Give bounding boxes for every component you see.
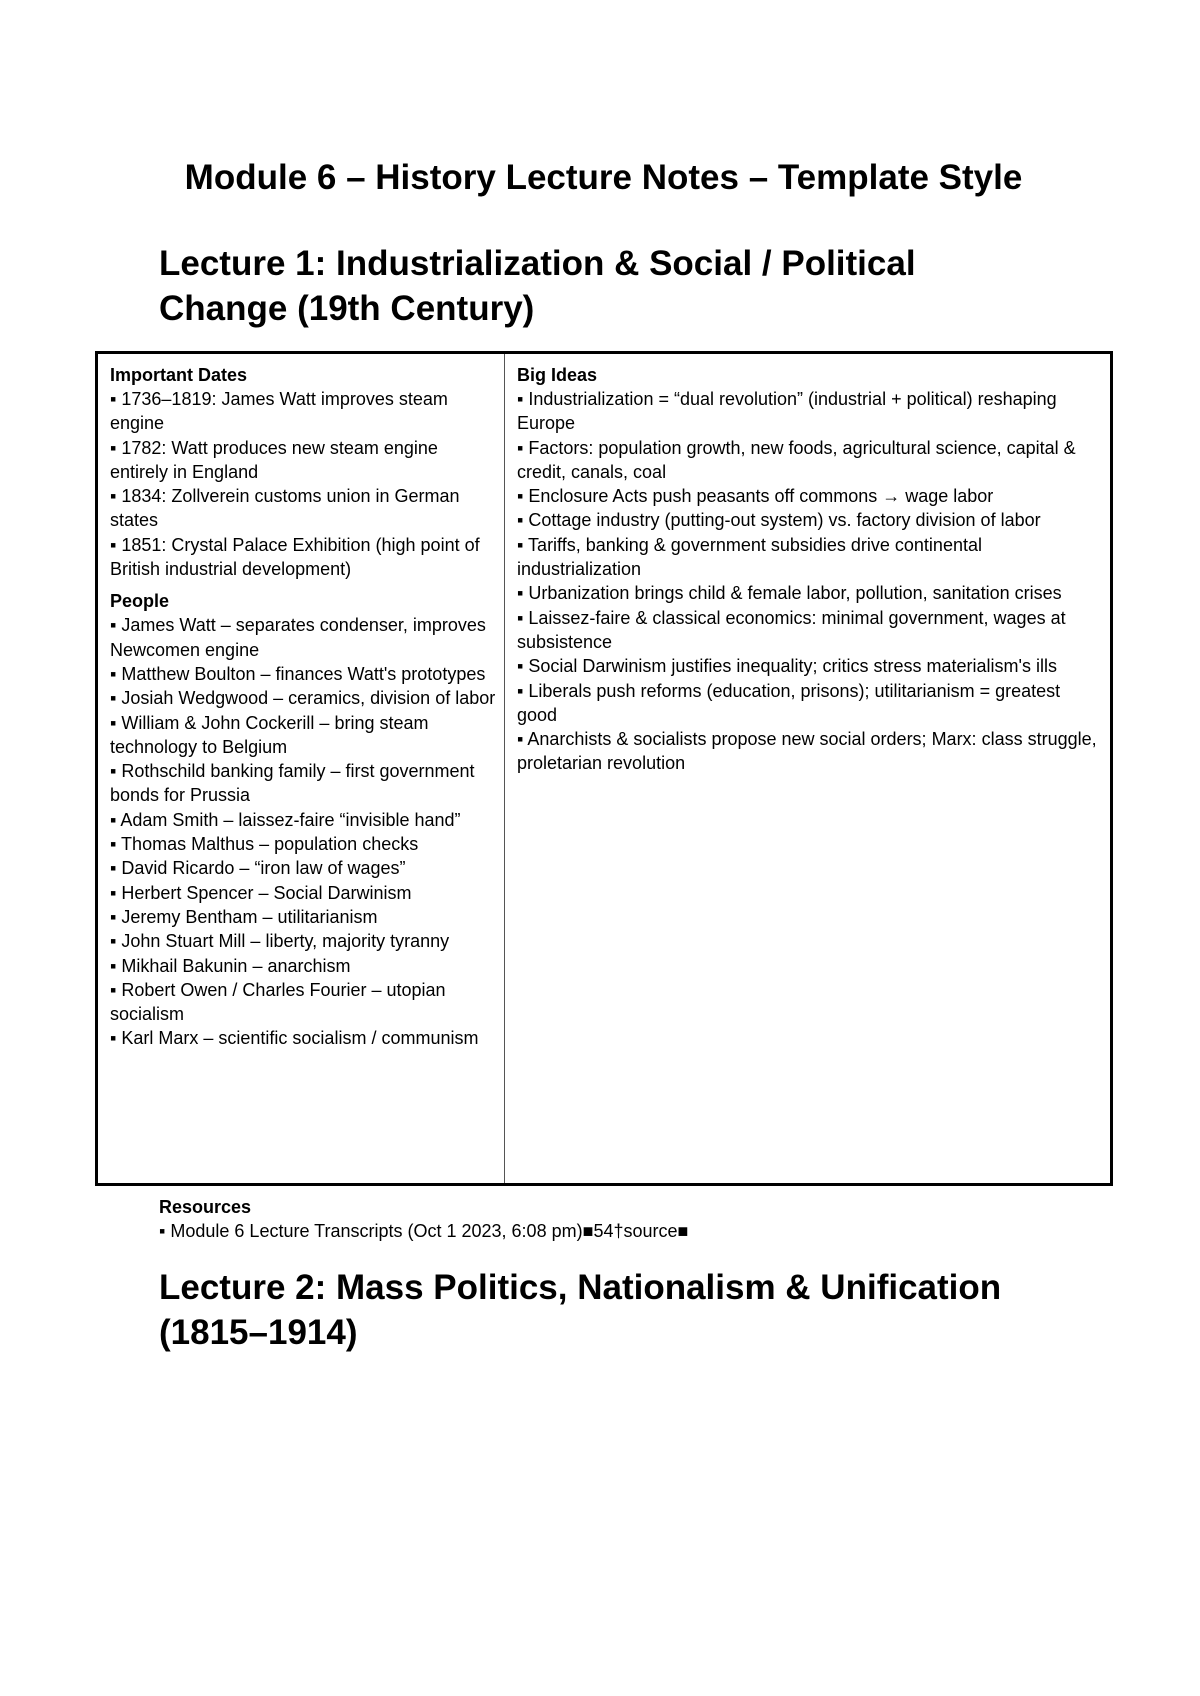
list-item: ▪ Urbanization brings child & female labor, pollution, sanitation crises [517, 583, 1062, 604]
list-item: ▪ 1851: Crystal Palace Exhibition (high point of British industrial development) [110, 534, 480, 580]
right-column [505, 354, 1110, 1183]
people-label: People [110, 591, 170, 612]
people-list [110, 613, 496, 1050]
people-section [110, 589, 496, 1050]
list-item: ▪ Liberals push reforms (education, prisons); utilitarianism = greatest good [517, 680, 1061, 725]
list-item: ▪ 1834: Zollverein customs union in German states [110, 486, 460, 531]
lecture-2-heading-line-1: Lecture 2: Mass Politics, Nationalism & Unification [159, 1268, 1002, 1307]
important-dates-label: Important Dates [110, 365, 248, 385]
list-item: ▪ Rothschild banking family – first government bonds for Prussia [110, 761, 475, 806]
list-item: ▪ Cottage industry (putting-out system) vs. factory division of labor [517, 510, 1041, 531]
document-title: Module 6 – History Lecture Notes – Template Style [184, 158, 1023, 197]
big-ideas-label: Big Ideas [517, 365, 598, 385]
list-item: ▪ Mikhail Bakunin – anarchism [110, 955, 351, 976]
list-item: ▪ Social Darwinism justifies inequality; critics stress materialism's ills [517, 656, 1057, 677]
list-item: ▪ Karl Marx – scientific socialism / communism [110, 1028, 479, 1049]
list-item: ▪ Robert Owen / Charles Fourier – utopian socialism [110, 979, 446, 1025]
big-ideas-section [517, 363, 1102, 776]
list-item: ▪ 1782: Watt produces new steam engine entirely in England [110, 437, 438, 482]
resources-section [159, 1195, 1059, 1243]
list-item: ▪ David Ricardo – “iron law of wages” [110, 858, 406, 879]
list-item: ▪ Adam Smith – laissez-faire “invisible hand” [110, 809, 461, 830]
list-item: ▪ Enclosure Acts push peasants off commons → wage labor [517, 486, 994, 507]
lecture-1-heading-line-2: Change (19th Century) [159, 289, 535, 328]
list-item: ▪ Jeremy Bentham – utilitarianism [110, 906, 378, 927]
list-item: ▪ Tariffs, banking & government subsidies drive continental industrialization [517, 534, 982, 580]
list-item: ▪ Josiah Wedgwood – ceramics, division of labor [110, 688, 496, 709]
list-item: ▪ 1736–1819: James Watt improves steam engine [110, 389, 448, 434]
lecture-2-heading-line-2: (1815–1914) [159, 1313, 358, 1352]
lecture-1-heading-line-1: Lecture 1: Industrialization & Social / Political [159, 244, 916, 283]
list-item: ▪ Factors: population growth, new foods, agricultural science, capital & credit, canals, coal [517, 437, 1076, 482]
important-dates-list [110, 387, 496, 581]
lecture-1-notes-table [95, 351, 1113, 1186]
resource-item: ▪ Module 6 Lecture Transcripts (Oct 1 2023, 6:08 pm)■54†source■ [159, 1221, 689, 1241]
list-item: ▪ John Stuart Mill – liberty, majority tyranny [110, 931, 450, 952]
list-item: ▪ Thomas Malthus – population checks [110, 834, 419, 855]
list-item: ▪ William & John Cockerill – bring steam technology to Belgium [110, 712, 429, 757]
list-item: ▪ Matthew Boulton – finances Watt's prototypes [110, 663, 486, 684]
big-ideas-list [517, 387, 1102, 776]
list-item: ▪ Anarchists & socialists propose new social orders; Marx: class struggle, proletarian revolution [517, 729, 1097, 774]
list-item: ▪ Herbert Spencer – Social Darwinism [110, 882, 412, 903]
list-item: ▪ James Watt – separates condenser, improves Newcomen engine [110, 615, 486, 660]
left-column [98, 354, 505, 1183]
lecture-2-heading [159, 1265, 1059, 1355]
list-item: ▪ Laissez-faire & classical economics: minimal government, wages at subsistence [517, 607, 1066, 652]
list-item: ▪ Industrialization = “dual revolution” (industrial + political) reshaping Europe [517, 389, 1057, 434]
important-dates-section [110, 363, 496, 581]
lecture-1-heading [159, 241, 1059, 331]
resources-label: Resources [159, 1197, 252, 1217]
